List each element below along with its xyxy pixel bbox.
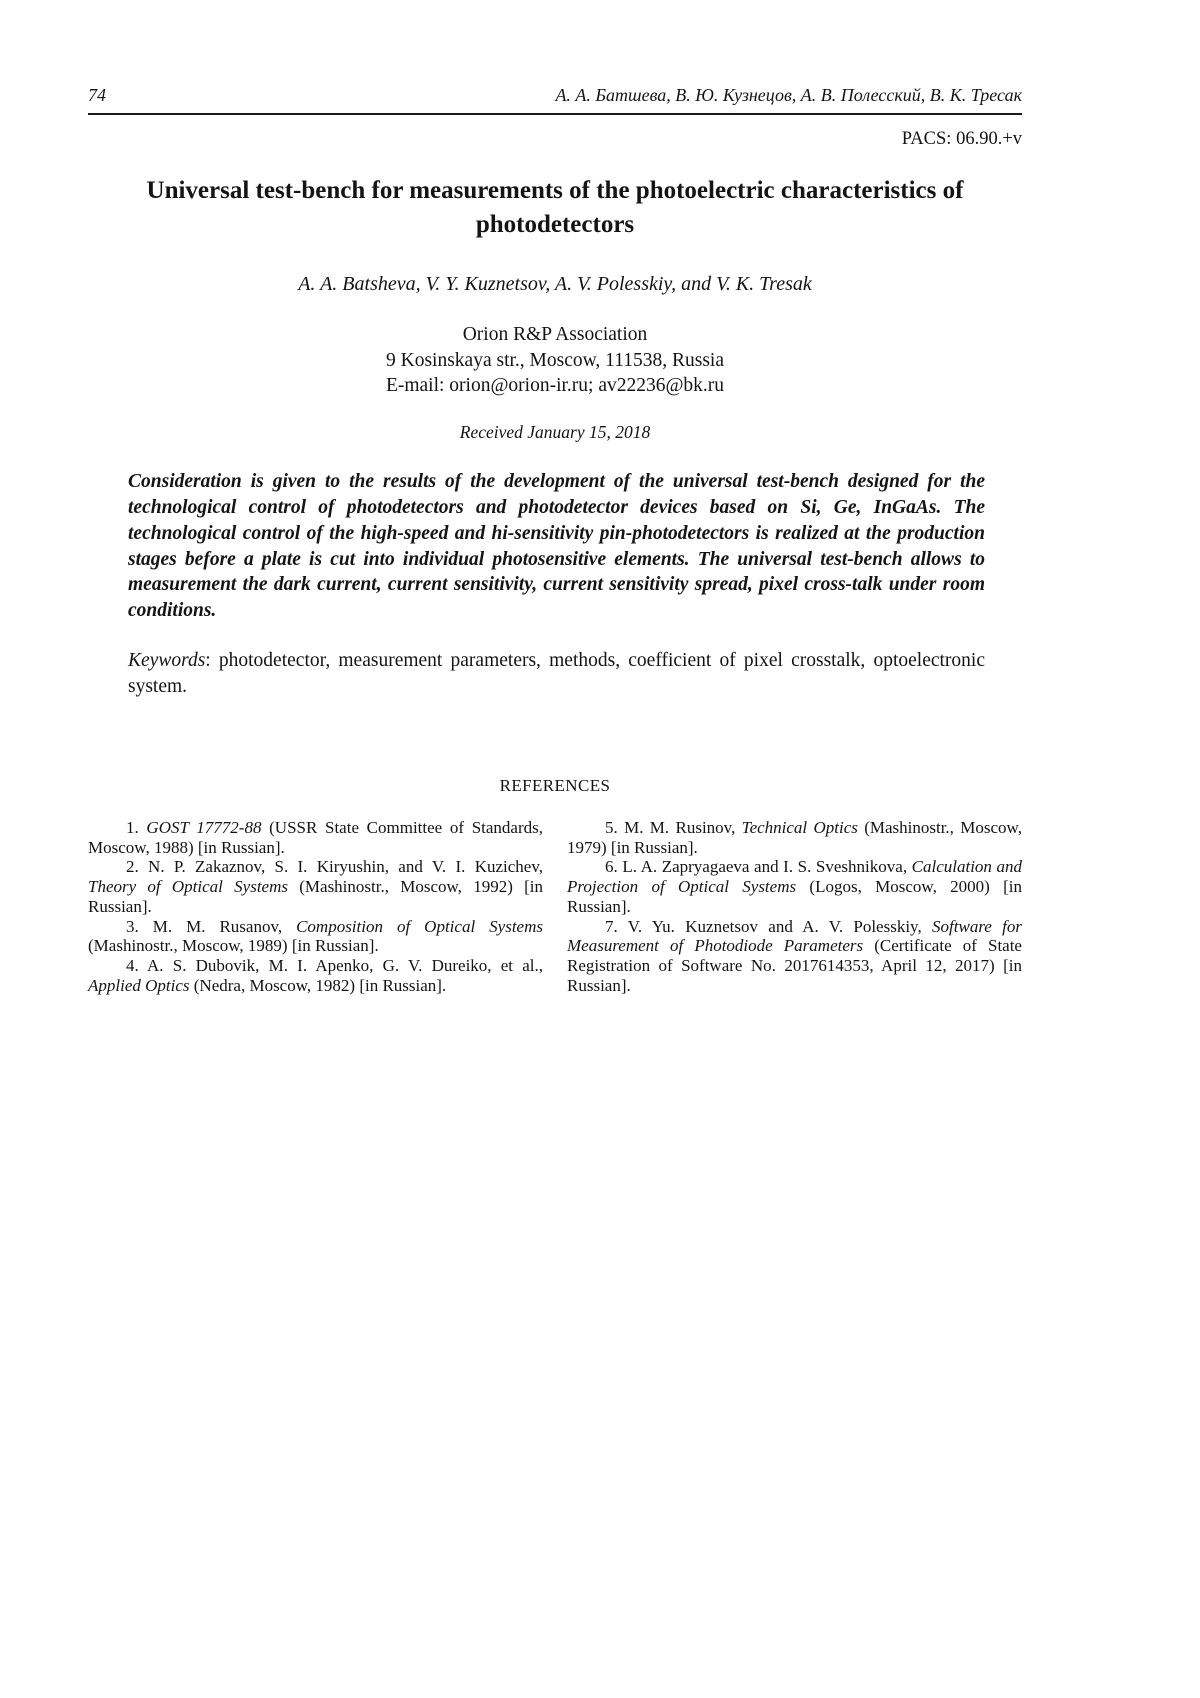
affiliation-email: E-mail: orion@orion-ir.ru; av22236@bk.ru xyxy=(385,374,725,396)
references-column-right xyxy=(567,818,1022,995)
references-column-left xyxy=(88,818,543,995)
affiliation-address: 9 Kosinskaya str., Moscow, 111538, Russia xyxy=(386,349,724,371)
reference-item: 5. M. M. Rusinov, Technical Optics (Mashinostr., Moscow, 1979) [in Russian]. xyxy=(567,817,1022,857)
affiliation-name: Orion R&P Association xyxy=(462,324,648,346)
article-title: Universal test-bench for measurements of the photoelectric characteristics of photodetectors xyxy=(146,176,964,238)
reference-item: 3. M. M. Rusanov, Composition of Optical Systems (Mashinostr., Moscow, 1989) [in Russian]. xyxy=(88,916,543,956)
received-date: Received January 15, 2018 xyxy=(459,422,651,443)
running-head: А. А. Батшева, В. Ю. Кузнецов, А. В. Полесский, В. К. Тресак xyxy=(555,85,1022,105)
affiliation-block xyxy=(88,322,1022,398)
keywords-paragraph xyxy=(128,648,985,700)
reference-item: 2. N. P. Zakaznov, S. I. Kiryushin, and V. I. Kuzichev, Theory of Optical Systems (Mashinostr., Moscow, 1992) [in Russian]. xyxy=(88,857,543,916)
reference-item: 1. GOST 17772-88 (USSR State Committee of Standards, Moscow, 1988) [in Russian]. xyxy=(88,817,543,857)
author-line: A. A. Batsheva, V. Y. Kuznetsov, A. V. Polesskiy, and V. K. Tresak xyxy=(298,273,812,296)
references-heading: REFERENCES xyxy=(499,775,611,795)
reference-item: 4. A. S. Dubovik, M. I. Apenko, G. V. Dureiko, et al., Applied Optics (Nedra, Moscow, 1982) [in Russian]. xyxy=(88,956,543,995)
reference-item: 7. V. Yu. Kuznetsov and A. V. Polesskiy, Software for Measurement of Photodiode Parameters (Certificate of State Registration of Software No. 2017614353, April 12, 2017) [in Russian]. xyxy=(567,916,1023,995)
pacs-code: PACS: 06.90.+v xyxy=(901,128,1022,149)
reference-item: 6. L. A. Zapryagaeva and I. S. Sveshnikova, Calculation and Projection of Optical Systems (Logos, Moscow, 2000) [in Russian]. xyxy=(567,857,1023,916)
header-rule xyxy=(88,113,1022,115)
page-content xyxy=(88,0,1022,995)
references-section xyxy=(88,818,1022,995)
keywords-label: Keywords xyxy=(128,649,206,671)
abstract-paragraph: Consideration is given to the results of the development of the universal test-bench designed for the technological control of photodetectors and photodetector devices based on Si, Ge, InGaAs. The technological control of the high-speed and hi-sensitivity pin-photodetectors is realized at the production stages before a plate is cut into individual photosensitive elements. The universal test-bench allows to measurement the dark current, current sensitivity, current sensitivity spread, pixel cross-talk under room conditions. xyxy=(128,471,985,621)
page-number: 74 xyxy=(88,85,106,105)
keywords-text: : photodetector, measurement parameters, methods, coefficient of pixel crosstalk, optoelectronic system. xyxy=(128,649,985,697)
page-header xyxy=(88,86,1022,106)
